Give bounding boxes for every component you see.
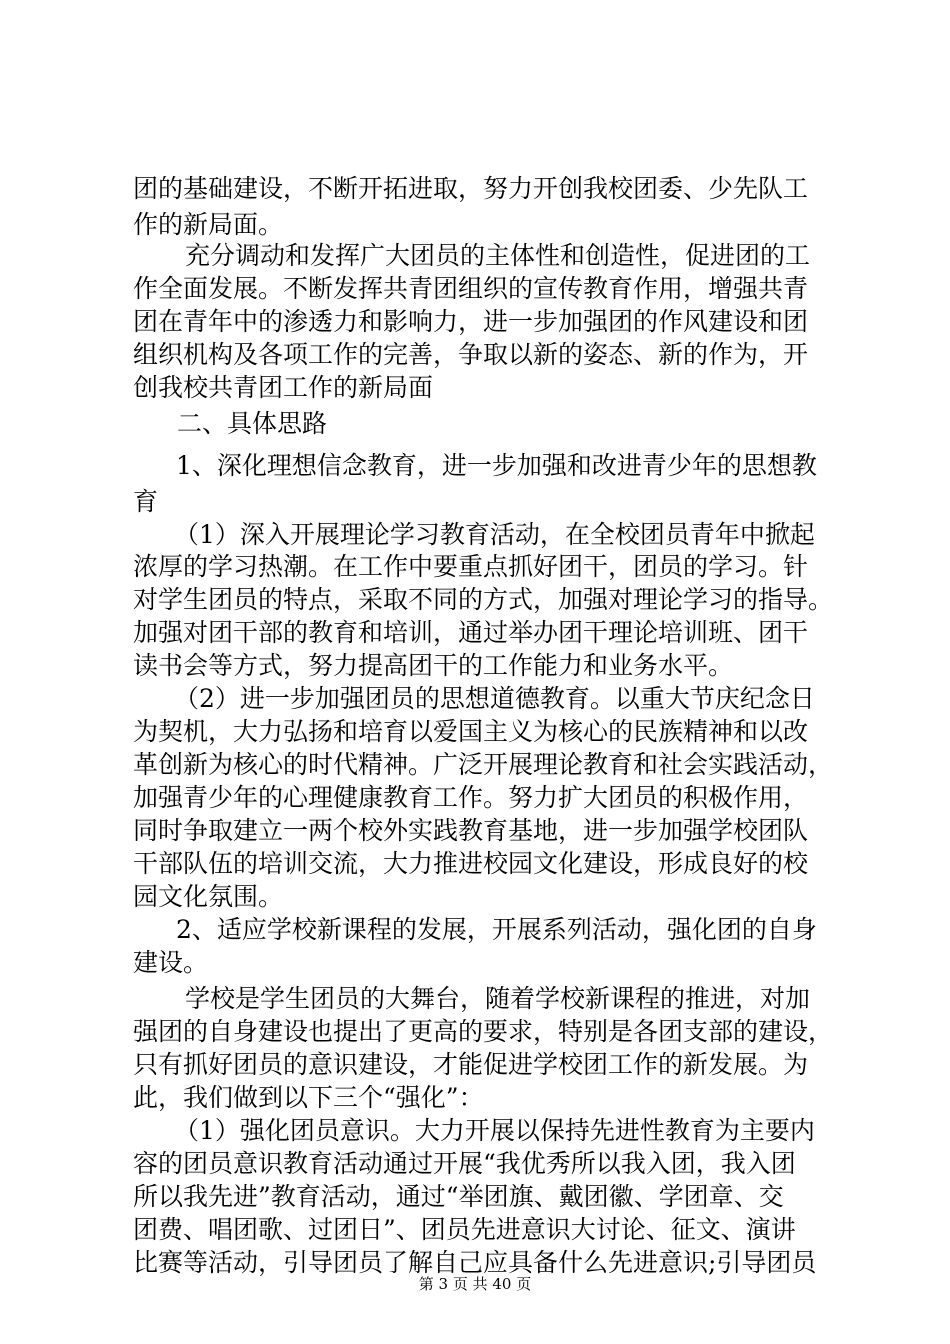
text-line-18: 革创新为核心的时代精神。广泛开展理论教育和社会实践活动， (133, 750, 834, 779)
text-line-5: 团在青年中的渗透力和影响力，进一步加强团的作风建设和团 (133, 307, 809, 336)
text-line-33: 比赛等活动，引导团员了解自己应具备什么先进意识;引导团员 (133, 1248, 817, 1277)
text-line-7: 创我校共青团工作的新局面 (133, 373, 434, 402)
text-line-27: 只有抓好团员的意识建设，才能促进学校团工作的新发展。为 (133, 1050, 809, 1079)
text-line-19: 加强青少年的心理健康教育工作。努力扩大团员的积极作用， (133, 783, 809, 812)
page-footer: 第 3 页 共 40 页 (418, 1275, 532, 1293)
text-line-10: 育 (133, 487, 159, 516)
text-line-28: 此，我们做到以下三个“强化”： (133, 1083, 484, 1112)
text-line-9: 1、深化理想信念教育，进一步加强和改进青少年的思想教 (176, 451, 817, 480)
text-line-14: 加强对团干部的教育和培训，通过举办团干理论培训班、团干 (133, 618, 809, 647)
text-line-20: 同时争取建立一两个校外实践教育基地，进一步加强学校团队 (133, 816, 809, 845)
text-line-12: 浓厚的学习热潮。在工作中要重点抓好团干，团员的学习。针 (133, 552, 809, 581)
text-line-25: 学校是学生团员的大舞台，随着学校新课程的推进，对加 (185, 984, 811, 1013)
text-line-3: 充分调动和发挥广大团员的主体性和创造性，促进团的工 (185, 241, 811, 270)
text-line-22: 园文化氛围。 (133, 882, 284, 911)
text-line-21: 干部队伍的培训交流，大力推进校园文化建设，形成良好的校 (133, 849, 809, 878)
text-line-30: 容的团员意识教育活动通过开展“我优秀所以我入团，我入团 (133, 1149, 796, 1178)
text-line-29: （1）强化团员意识。大力开展以保持先进性教育为主要内 (174, 1116, 815, 1145)
section-heading: 二、具体思路 (177, 409, 328, 438)
text-line-1: 团的基础建设，不断开拓进取，努力开创我校团委、少先队工 (133, 174, 809, 203)
text-line-13: 对学生团员的特点，采取不同的方式，加强对理论学习的指导。 (133, 585, 834, 614)
text-line-11: （1）深入开展理论学习教育活动，在全校团员青年中掀起 (174, 520, 815, 549)
text-line-6: 组织机构及各项工作的完善，争取以新的姿态、新的作为，开 (133, 340, 809, 369)
text-line-4: 作全面发展。不断发挥共青团组织的宣传教育作用，增强共青 (133, 274, 809, 303)
text-line-32: 团费、唱团歌、过团日”、团员先进意识大讨论、征文、演讲 (133, 1215, 796, 1244)
text-line-2: 作的新局面。 (133, 210, 284, 239)
text-line-31: 所以我先进”教育活动，通过“举团旗、戴团徽、学团章、交 (133, 1182, 784, 1211)
text-line-26: 强团的自身建设也提出了更高的要求，特别是各团支部的建设， (133, 1017, 834, 1046)
text-line-17: 为契机，大力弘扬和培育以爱国主义为核心的民族精神和以改 (133, 717, 809, 746)
text-line-16: （2）进一步加强团员的思想道德教育。以重大节庆纪念日 (174, 684, 815, 713)
text-line-23: 2、适应学校新课程的发展，开展系列活动，强化团的自身 (176, 915, 817, 944)
text-line-15: 读书会等方式，努力提高团干的工作能力和业务水平。 (133, 651, 734, 680)
text-line-24: 建设。 (133, 948, 209, 977)
